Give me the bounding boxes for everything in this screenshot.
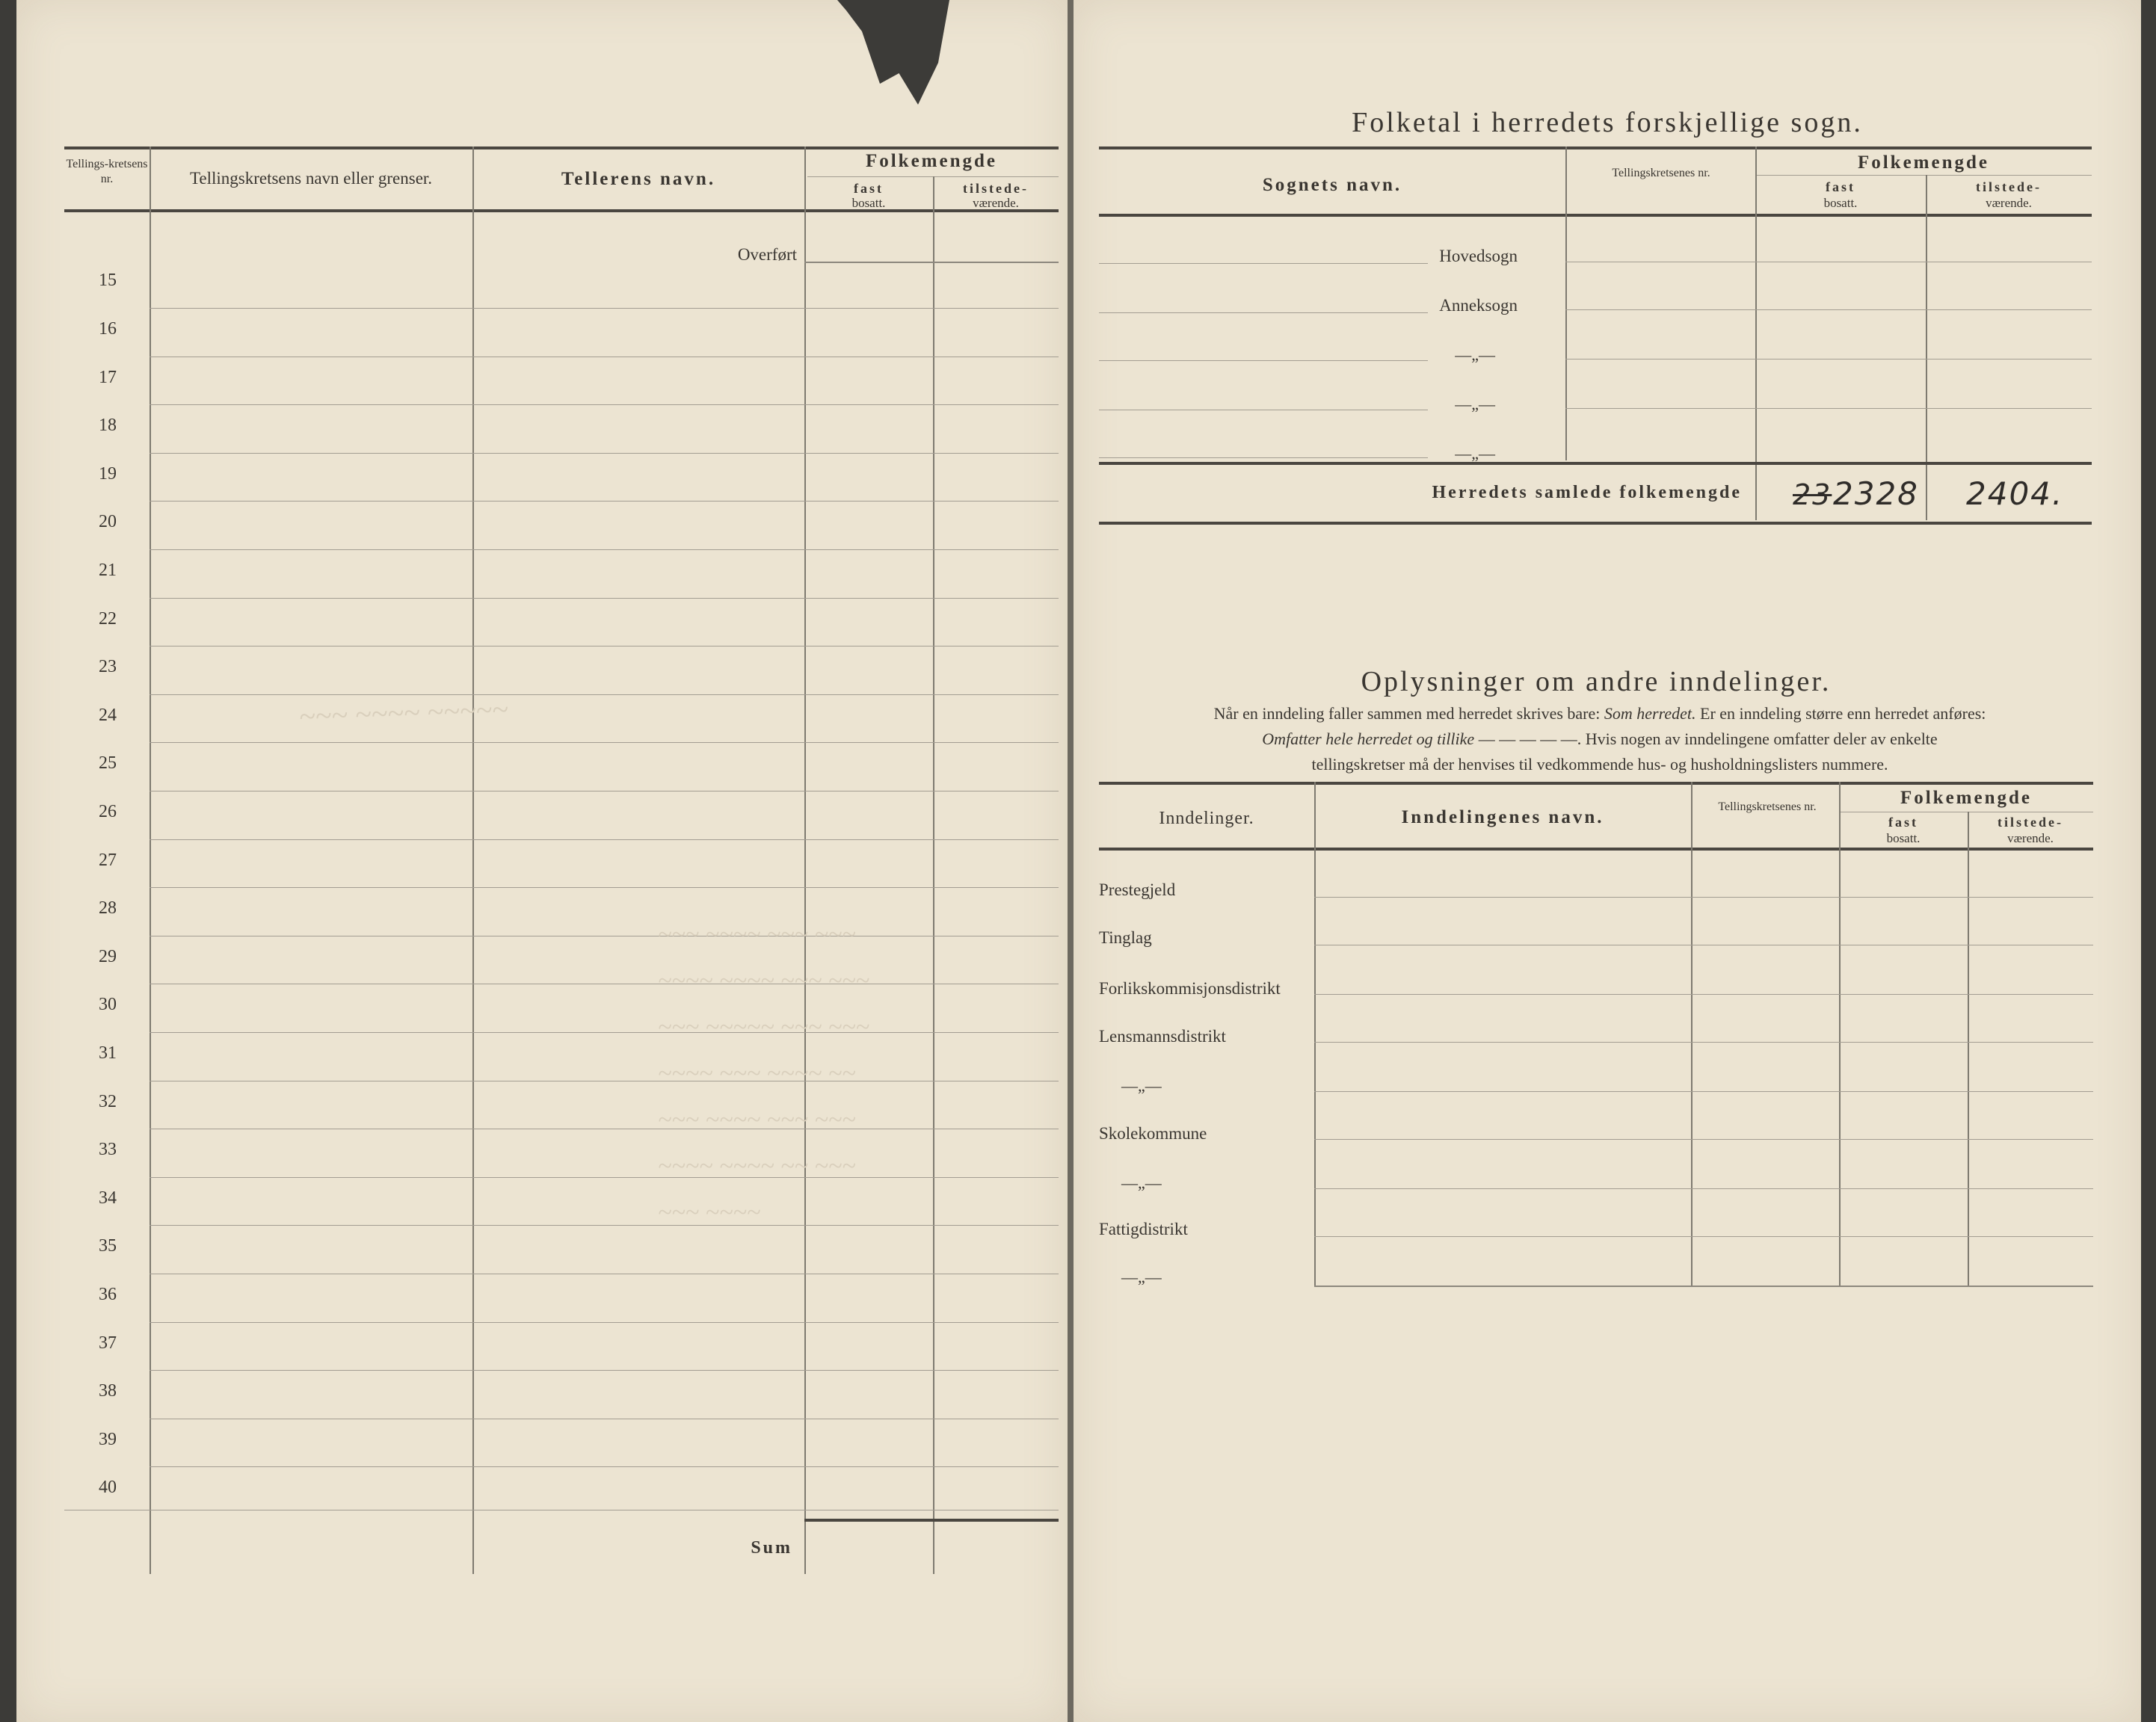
left-row-line — [150, 839, 1059, 840]
left-row-line — [150, 1032, 1059, 1033]
inndel-col-krets-header: Tellingskretsenes nr. — [1718, 800, 1817, 813]
inndel-header-bottom — [1099, 848, 2093, 851]
inndel-col-tilstede-header: tilstede- — [1998, 815, 2063, 830]
page-fold — [1068, 0, 1074, 1722]
left-row-number: 27 — [99, 851, 117, 870]
left-row-number: 38 — [99, 1381, 117, 1401]
left-row-line — [150, 694, 1059, 695]
left-row-number: 26 — [99, 802, 117, 821]
total-tilstede-value: 2404. — [1966, 475, 2064, 512]
instructions-text: Er en inndeling større enn herredet anføres: — [1695, 704, 1986, 723]
inndel-row-label: Lensmannsdistrikt — [1099, 1027, 1226, 1046]
left-row-number: 17 — [99, 368, 117, 387]
sogn-header-bottom — [1099, 214, 2092, 217]
sogn-row-label: —„— — [1455, 395, 1495, 413]
sogn-col-divider-1 — [1565, 146, 1567, 460]
inndel-cell-line — [1314, 1091, 2093, 1092]
left-row-number: 33 — [99, 1140, 117, 1159]
left-page — [16, 0, 1068, 1722]
sogn-row-label: Anneksogn — [1439, 296, 1518, 315]
sogn-col-tilstede-header: tilstede- — [1976, 179, 2042, 194]
instructions-italic: Omfatter hele herredet og tillike — [1262, 729, 1475, 748]
inndel-row-label: Fattigdistrikt — [1099, 1220, 1188, 1238]
inndel-row-label: —„— — [1121, 1076, 1162, 1095]
inndel-cell-line — [1314, 1188, 2093, 1189]
left-col-divider-2 — [472, 146, 474, 1574]
inndel-col-divider-1 — [1314, 782, 1316, 1287]
instructions-line-3: tellingskretser må der henvises til vedkommende hus- og husholdningslisters nummere. — [1311, 755, 1888, 774]
left-col-tilstede-header: tilstede- — [963, 181, 1029, 196]
sogn-row-leader — [1099, 457, 1428, 458]
sogn-col-fast-header: fast — [1826, 179, 1855, 194]
inndel-col-fast-header: fast — [1888, 815, 1918, 830]
inndel-row-label: Tinglag — [1099, 928, 1152, 947]
left-row-number: 32 — [99, 1092, 117, 1111]
inndel-cell-line — [1314, 897, 2093, 898]
left-row-line — [150, 453, 1059, 454]
sogn-cell-line — [1565, 309, 2092, 310]
left-row-number: 19 — [99, 464, 117, 484]
left-row-line — [150, 1370, 1059, 1371]
left-col-divider-3 — [804, 146, 806, 1574]
bleed-through-writing: ~~~ ~~~~ ~~~~~ — [298, 692, 509, 733]
inndel-col-navn-header: Inndelingenes navn. — [1401, 807, 1604, 827]
bleed-through-writing-block: ~~~ ~~~~ ~~~ ~~~ ~~~~ ~~~~ ~~~ ~~~ ~~~ ~~~~~ ~~~ ~~~ ~~~~ ~~~ ~~~~ ~~ ~~~ ~~~~ ~~~ ~~~ ~~~~ ~~~~ ~~ ~~~ ~~~ ~~~~ — [658, 921, 870, 1226]
instructions-line-2 — [1114, 729, 2086, 749]
left-row-number: 30 — [99, 995, 117, 1014]
left-row-number: 23 — [99, 657, 117, 676]
left-row-number: 39 — [99, 1430, 117, 1449]
sogn-top-border — [1099, 146, 2092, 149]
left-col-teller-header: Tellerens navn. — [561, 169, 716, 189]
left-row-line — [150, 1322, 1059, 1323]
total-fast-struck: 23 — [1793, 478, 1832, 511]
inndel-row-label: Forlikskommisjonsdistrikt — [1099, 979, 1281, 998]
inndel-row-label: —„— — [1121, 1173, 1162, 1192]
left-row-line — [150, 1466, 1059, 1467]
inndel-folkemengde-header: Folkemengde — [1900, 788, 2033, 808]
right-page — [1074, 0, 2141, 1722]
left-row-number: 24 — [99, 706, 117, 725]
left-row-number: 35 — [99, 1236, 117, 1256]
total-fast-value: 2328 — [1833, 475, 1919, 512]
sogn-row-leader — [1099, 360, 1428, 361]
left-row-number: 15 — [99, 271, 117, 290]
left-col-nr-header: Tellings-kretsens nr. — [66, 158, 148, 185]
inndel-cell-line — [1314, 994, 2093, 995]
left-col-divider-1 — [150, 146, 151, 1574]
left-row-number: 20 — [99, 512, 117, 531]
left-overfort-line — [804, 262, 1059, 263]
left-row-line — [150, 308, 1059, 309]
left-row-number: 36 — [99, 1285, 117, 1304]
inndel-col-divider-2 — [1691, 782, 1693, 1287]
inndel-cell-line — [1314, 1139, 2093, 1140]
left-table-top-border — [64, 146, 1059, 149]
left-row-number: 21 — [99, 561, 117, 580]
left-row-number: 37 — [99, 1333, 117, 1353]
sogn-col-krets-header: Tellingskretsenes nr. — [1612, 167, 1710, 179]
inndel-top-border — [1099, 782, 2093, 785]
inndel-row-label: —„— — [1121, 1268, 1162, 1286]
sogn-col-tilstede-sub: værende. — [1986, 196, 2032, 210]
inndel-row-label: Prestegjeld — [1099, 880, 1176, 899]
sogn-title: Folketal i herredets forskjellige sogn. — [1352, 107, 1863, 138]
left-row-line — [150, 1177, 1059, 1178]
sogn-row-leader — [1099, 263, 1428, 264]
inndel-col-tilstede-sub: værende. — [2007, 831, 2054, 845]
left-col-divider-4 — [933, 176, 934, 1574]
instructions-text: Når en inndeling faller sammen med herredet skrives bare: — [1213, 704, 1604, 723]
inndel-row-label: Skolekommune — [1099, 1124, 1207, 1143]
sogn-col-name-header: Sognets navn. — [1262, 175, 1402, 195]
inndelinger-title: Oplysninger om andre inndelinger. — [1361, 666, 1832, 697]
sogn-total-label: Herredets samlede folkemengde — [1432, 483, 1742, 502]
left-row-number: 25 — [99, 753, 117, 773]
left-row-line — [150, 1225, 1059, 1226]
inndel-col-header: Inndelinger. — [1159, 809, 1254, 828]
left-col-fast-header: fast — [854, 181, 884, 196]
instructions-line-1 — [1114, 704, 2086, 723]
left-row-line — [150, 742, 1059, 743]
inndel-bottom-line — [1314, 1286, 2093, 1287]
instructions-italic: Som herredet. — [1604, 704, 1696, 723]
left-row-line — [150, 887, 1059, 888]
sogn-row-label: —„— — [1455, 444, 1495, 463]
sogn-total-bottom-border — [1099, 522, 2092, 525]
sogn-row-label: Hovedsogn — [1439, 247, 1518, 265]
left-row-line — [150, 549, 1059, 550]
inndel-cell-line — [1314, 1042, 2093, 1043]
sogn-cell-line — [1565, 408, 2092, 409]
sogn-folkemengde-header: Folkemengde — [1857, 152, 1990, 173]
left-col-name-header: Tellingskretsens navn eller grenser. — [189, 169, 433, 188]
left-row-line — [150, 598, 1059, 599]
left-sum-top-border — [804, 1519, 1059, 1522]
left-row-number: 31 — [99, 1043, 117, 1063]
sogn-row-leader — [1099, 312, 1428, 313]
inndel-col-divider-3 — [1839, 782, 1841, 1287]
left-col-tilstede-sub: værende. — [973, 196, 1019, 210]
inndel-col-fast-sub: bosatt. — [1886, 831, 1921, 845]
left-row-number: 40 — [99, 1478, 117, 1497]
instructions-text: — — — — —. Hvis nogen av inndelingene omfatter deler av enkelte — [1474, 729, 1938, 748]
left-row-number: 34 — [99, 1188, 117, 1208]
left-col-fast-sub: bosatt. — [851, 196, 886, 210]
sogn-col-divider-3 — [1926, 175, 1927, 520]
sogn-total-top-border — [1099, 462, 2092, 465]
left-row-number: 18 — [99, 416, 117, 435]
left-row-line — [150, 404, 1059, 405]
left-overfort-label: Overført — [737, 245, 797, 264]
left-row-number: 28 — [99, 898, 117, 918]
sogn-row-label: —„— — [1455, 345, 1495, 364]
left-row-number: 29 — [99, 947, 117, 966]
left-row-number: 16 — [99, 319, 117, 339]
inndel-col-divider-4 — [1968, 812, 1969, 1287]
sogn-col-fast-sub: bosatt. — [1823, 196, 1858, 210]
sogn-folkemengde-underline — [1755, 175, 2092, 176]
left-folkemengde-header: Folkemengde — [865, 151, 998, 171]
left-sum-label: Sum — [751, 1538, 792, 1558]
left-row-line — [150, 501, 1059, 502]
inndel-cell-line — [1314, 1236, 2093, 1237]
left-row-number: 22 — [99, 609, 117, 629]
